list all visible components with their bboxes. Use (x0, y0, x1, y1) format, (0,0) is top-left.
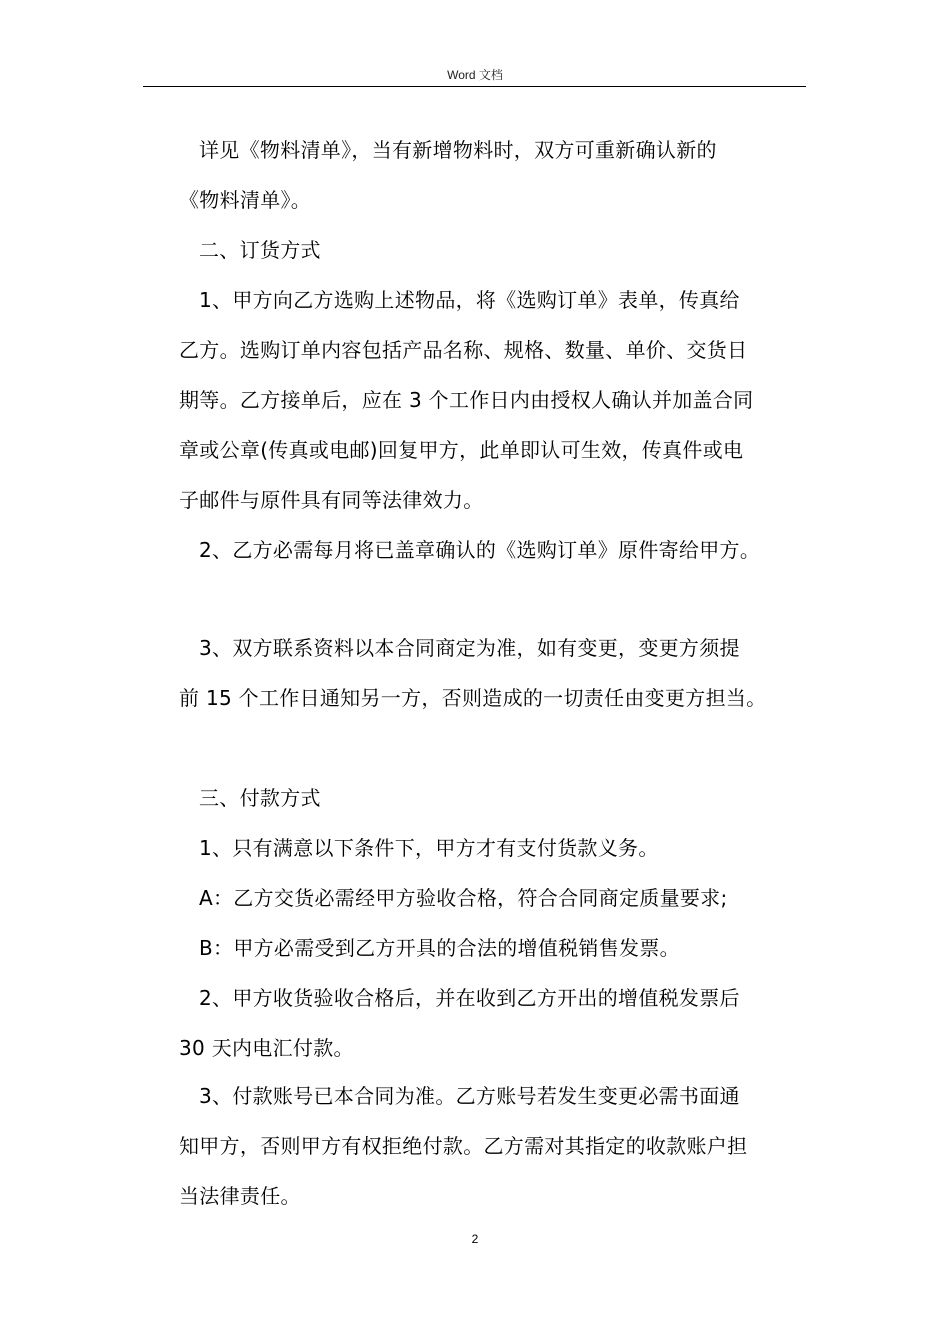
paragraph-line: B：甲方必需受到乙方开具的合法的增值税销售发票。 (199, 936, 680, 960)
paragraph-line: 前 15 个工作日通知另一方，否则造成的一切责任由变更方担当。 (179, 686, 767, 710)
header-divider (143, 86, 806, 87)
paragraph-line: 当法律责任。 (179, 1184, 301, 1208)
paragraph-line: 2、乙方必需每月将已盖章确认的《选购订单》原件寄给甲方。 (199, 538, 761, 562)
paragraph-line: A：乙方交货必需经甲方验收合格，符合合同商定质量要求; (199, 886, 728, 910)
section-heading: 二、订货方式 (199, 238, 321, 262)
page-header: Word 文档 (447, 68, 503, 82)
paragraph-line: 子邮件与原件具有同等法律效力。 (179, 488, 484, 512)
paragraph-line: 《物料清单》。 (179, 188, 312, 212)
paragraph-line: 3、付款账号已本合同为准。乙方账号若发生变更必需书面通 (199, 1084, 740, 1108)
paragraph-line: 章或公章(传真或电邮)回复甲方，此单即认可生效，传真件或电 (179, 438, 744, 462)
paragraph-line: 2、甲方收货验收合格后，并在收到乙方开出的增值税发票后 (199, 986, 740, 1010)
paragraph-line: 1、甲方向乙方选购上述物品，将《选购订单》表单，传真给 (199, 288, 740, 312)
paragraph-line: 30 天内电汇付款。 (179, 1036, 354, 1060)
section-heading: 三、付款方式 (199, 786, 321, 810)
paragraph-line: 乙方。选购订单内容包括产品名称、规格、数量、单价、交货日 (179, 338, 748, 362)
paragraph-line: 1、只有满意以下条件下，甲方才有支付货款义务。 (199, 836, 659, 860)
paragraph-line: 3、双方联系资料以本合同商定为准，如有变更，变更方须提 (199, 636, 740, 660)
paragraph-line: 知甲方，否则甲方有权拒绝付款。乙方需对其指定的收款账户担 (179, 1134, 748, 1158)
paragraph-line: 期等。乙方接单后，应在 3 个工作日内由授权人确认并加盖合同 (179, 388, 754, 412)
paragraph-line: 详见《物料清单》，当有新增物料时，双方可重新确认新的 (199, 138, 717, 162)
page-number: 2 (471, 1232, 479, 1246)
